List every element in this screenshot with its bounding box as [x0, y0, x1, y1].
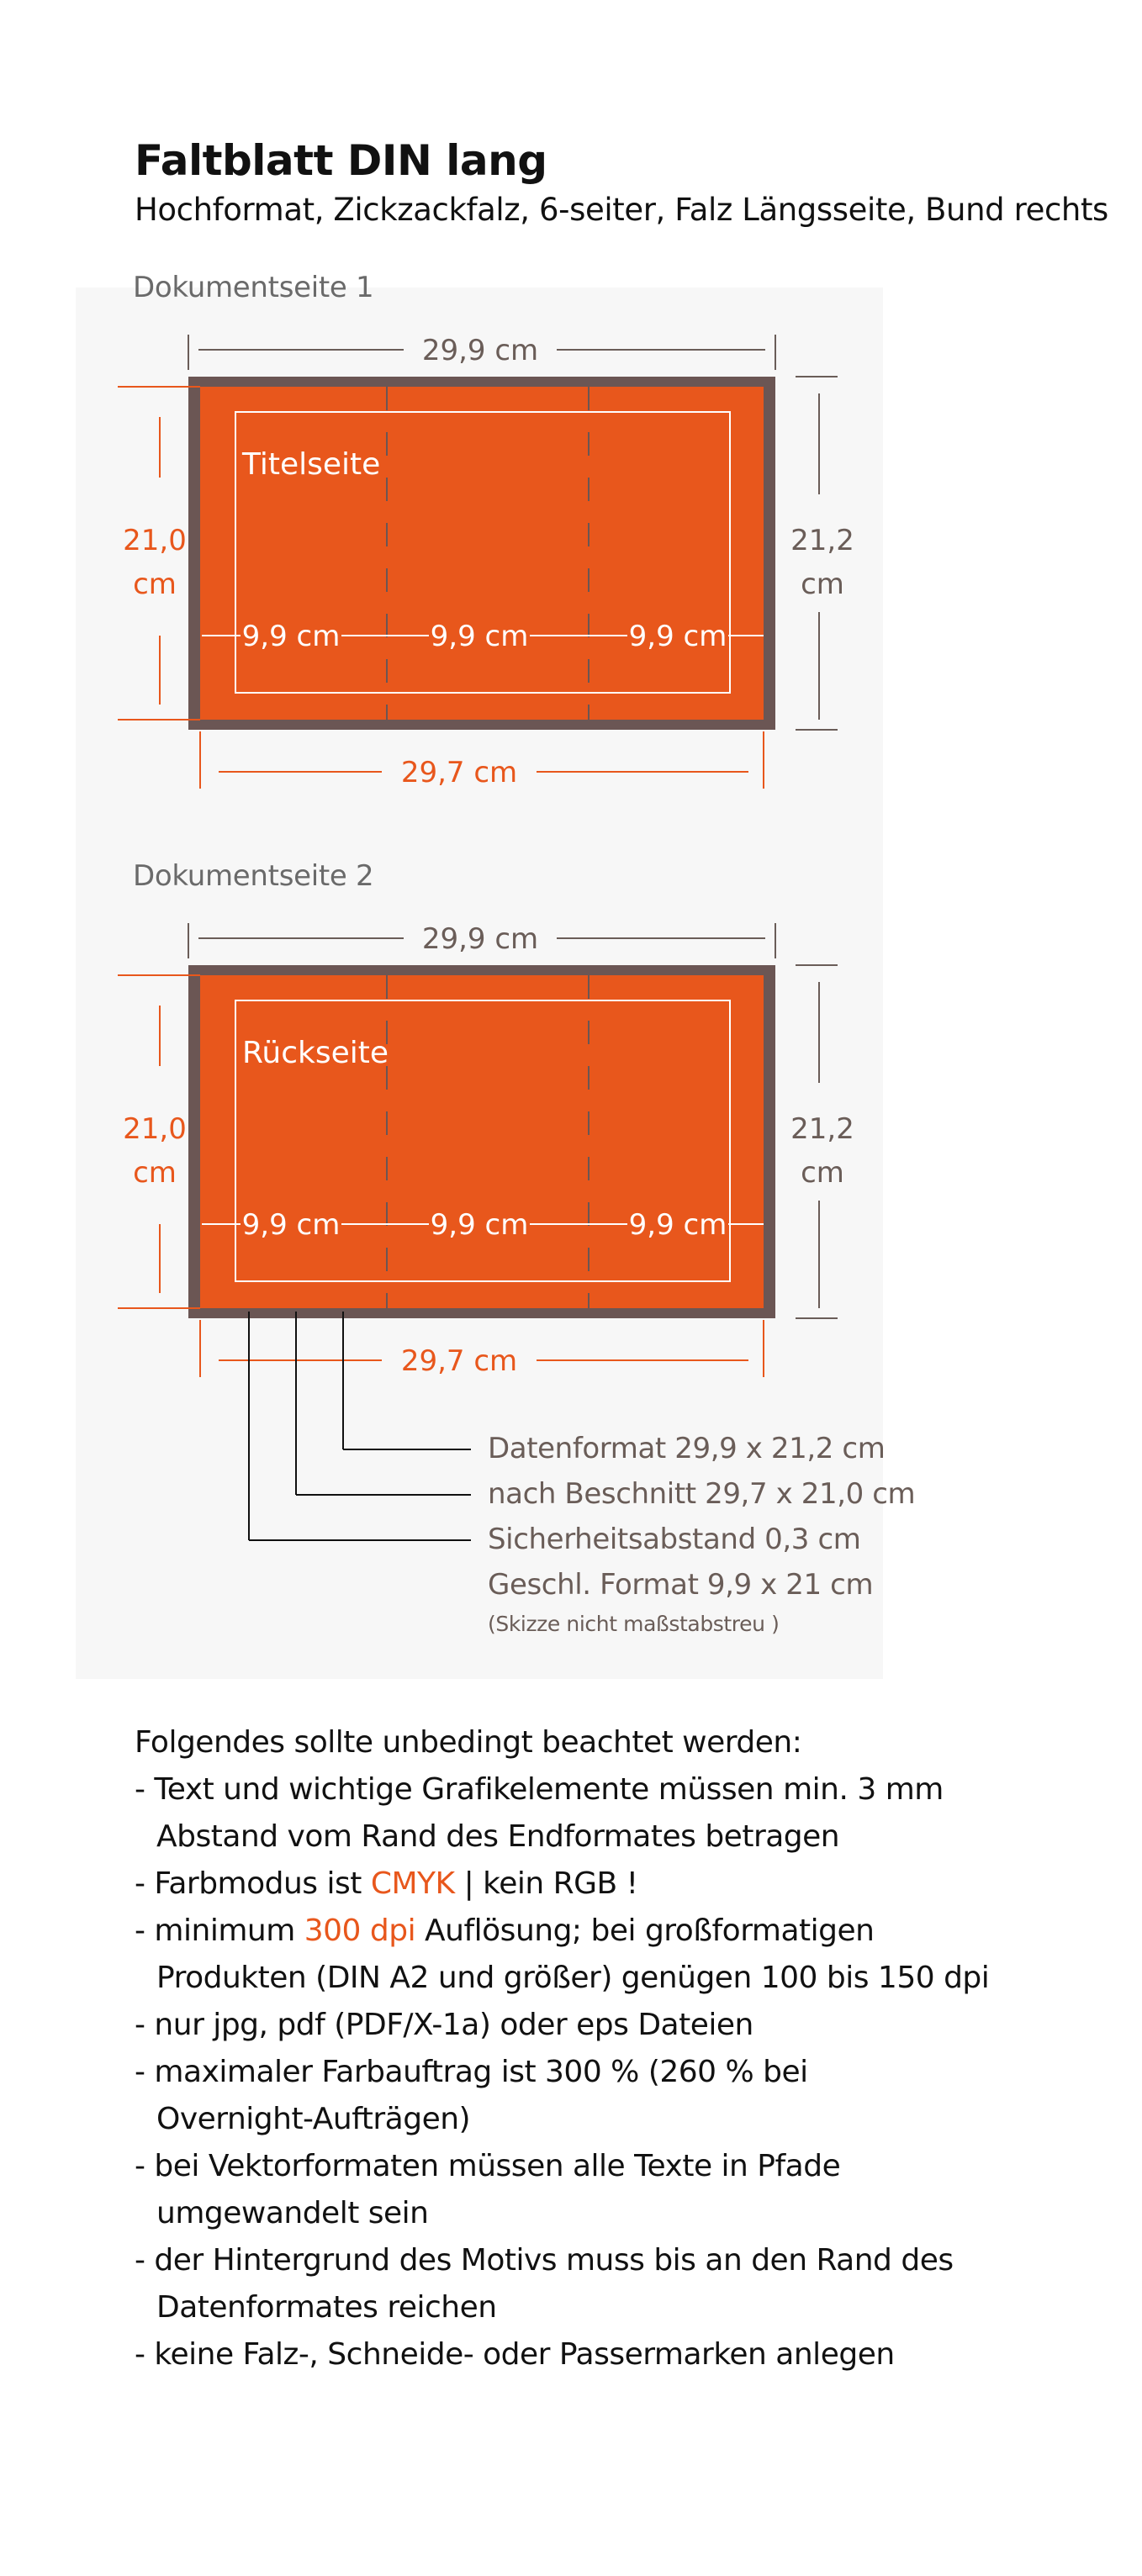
doc2-col2-dim: 9,9 cm [430, 1208, 529, 1242]
diagram-legend [488, 1426, 916, 1641]
list-item: - der Hintergrund des Motivs muss bis an den Rand des Datenformates reichen [135, 2243, 954, 2325]
legend-scale-note: (Skizze nicht maßstabstreu ) [488, 1612, 780, 1636]
doc1-bottom-dim: 29,7 cm [400, 756, 518, 789]
dpi-highlight: 300 dpi [304, 1914, 416, 1948]
doc1-trim-area [200, 387, 764, 720]
notes-list [135, 1766, 1102, 2378]
page-title: Faltblatt DIN lang [135, 136, 547, 185]
doc2-trim-area [200, 975, 764, 1308]
doc2-col1-dim: 9,9 cm [241, 1208, 341, 1242]
doc1-right-dim-value: 21,2 [790, 524, 854, 557]
doc2-left-dim-value: 21,0 [123, 1112, 187, 1146]
notes-heading: Folgendes sollte unbedingt beachtet werden: [135, 1725, 802, 1760]
doc2-right-dim-value: 21,2 [790, 1112, 854, 1146]
requirements-notes [135, 1719, 1102, 2378]
legend-data-format: Datenformat 29,9 x 21,2 cm [488, 1432, 886, 1465]
list-item: - maximaler Farbauftrag ist 300 % (260 % bei Overnight-Aufträgen) [135, 2055, 808, 2136]
doc2-top-dim: 29,9 cm [421, 922, 539, 956]
doc1-col2-dim: 9,9 cm [430, 620, 529, 653]
doc2-page-name: Rückseite [242, 1036, 389, 1070]
doc1-left-dim-unit: cm [133, 567, 177, 601]
doc2-col3-dim: 9,9 cm [628, 1208, 727, 1242]
cmyk-highlight: CMYK [370, 1866, 455, 1901]
list-item: - minimum 300 dpi Auflösung; bei großformatigen Produkten (DIN A2 und größer) genügen 100 bis 150 dpi [135, 1914, 990, 1995]
doc2-left-dim-unit: cm [133, 1156, 177, 1190]
doc1-label: Dokumentseite 1 [133, 271, 374, 304]
doc1-page-name: Titelseite [242, 447, 381, 482]
page-subtitle: Hochformat, Zickzackfalz, 6-seiter, Falz Längsseite, Bund rechts [135, 192, 1108, 228]
doc2-right-dim-unit: cm [801, 1156, 844, 1190]
list-item: - nur jpg, pdf (PDF/X-1a) oder eps Dateien [135, 2008, 753, 2042]
legend-closed-format: Geschl. Format 9,9 x 21 cm [488, 1568, 874, 1602]
legend-after-trim: nach Beschnitt 29,7 x 21,0 cm [488, 1477, 916, 1511]
list-item: - Text und wichtige Grafikelemente müssen min. 3 mm Abstand vom Rand des Endformates betragen [135, 1772, 944, 1854]
doc1-right-dim-unit: cm [801, 567, 844, 601]
list-item: - Farbmodus ist CMYK | kein RGB ! [135, 1866, 638, 1901]
list-item: - bei Vektorformaten müssen alle Texte in Pfade umgewandelt sein [135, 2149, 841, 2230]
doc1-col1-dim: 9,9 cm [241, 620, 341, 653]
doc1-left-dim-value: 21,0 [123, 524, 187, 557]
doc1-top-dim: 29,9 cm [421, 334, 539, 367]
doc2-bottom-dim: 29,7 cm [400, 1344, 518, 1378]
legend-safety-margin: Sicherheitsabstand 0,3 cm [488, 1523, 861, 1556]
doc1-col3-dim: 9,9 cm [628, 620, 727, 653]
doc1-diagram [76, 318, 883, 839]
list-item: - keine Falz-, Schneide- oder Passermarken anlegen [135, 2337, 895, 2372]
doc2-label: Dokumentseite 2 [133, 859, 374, 893]
